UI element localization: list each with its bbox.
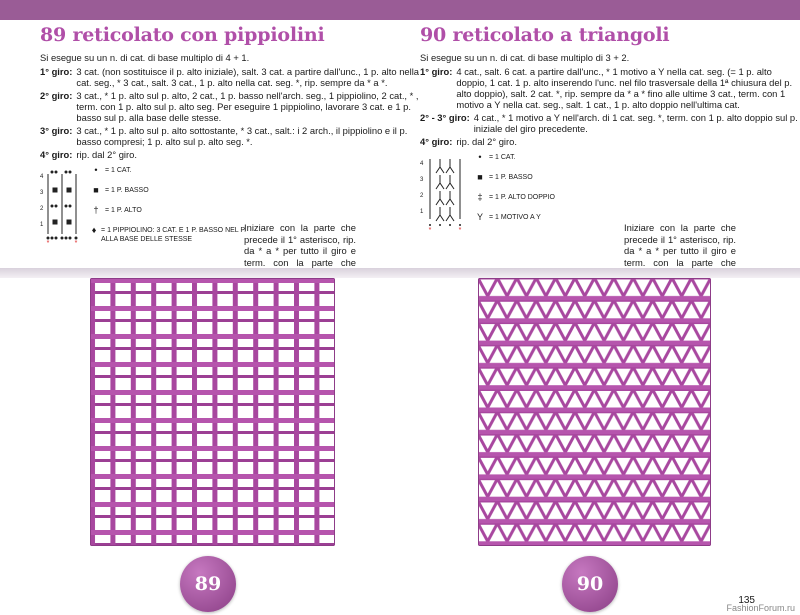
svg-text:4: 4 [420,161,424,167]
top-color-bar [0,0,800,20]
pattern-89-legend-area [40,166,420,248]
pattern-90-title: 90 reticolato a triangoli [420,24,670,46]
pattern-90-swatch-photo [478,278,711,546]
pattern-90-column [420,24,800,235]
treble-crochet-icon: ‡ [477,192,483,202]
chain-icon: • [478,152,482,162]
pattern-90-note: Iniziare con la parte che precede il 1° asterisco, rip. da * a * per tutto il giro e term. con la parte che [624,222,736,268]
single-crochet-icon: ■ [93,185,99,195]
pattern-90-legend [474,153,555,233]
legend-item: † = 1 P. ALTO [90,206,260,215]
legend-item: • = 1 CAT. [474,153,555,162]
pattern-90-stitch-chart [420,153,466,233]
pattern-89-note: Iniziare con la parte che precede il 1° asterisco, rip. da * a * per tutto il giro e term. con la parte che [244,222,356,268]
instruction-row: 4° giro: rip. dal 2° giro. [420,136,517,147]
pattern-90-intro: Si esegue su un n. di cat. di base multiplo di 3 + 2. [420,52,630,63]
watermark: FashionForum.ru [726,603,795,613]
svg-text:2: 2 [40,206,44,212]
instruction-row: 3° giro: 3 cat., * 1 p. alto sul p. alto sottostante, * 3 cat., salt.: i 2 arch., il pippiolino e il p. basso compresi; 1 p. alto sul p. alto seg. *. [40,125,408,147]
legend-item: ‡ = 1 P. ALTO DOPPIO [474,193,555,202]
legend-item: Y = 1 MOTIVO A Y [474,213,555,222]
svg-text:3: 3 [420,177,424,183]
pattern-89-stitch-chart [40,166,82,246]
svg-text:*: * [46,240,50,246]
instruction-row: 2° - 3° giro: 4 cat., * 1 motivo a Y nell'arch. di 1 cat. seg. *, term. con 1 p. alto doppio sul p. iniziale del giro precedente. [420,112,798,134]
instruction-row: 1° giro: 4 cat., salt. 6 cat. a partire dall'unc., * 1 motivo a Y nella cat. seg. (= 1 p. alto doppio, 1 cat. 1 p. alto inserendo l'unc. nel filo trasversale della 1ª chiusura del p. alto doppio), salt. 2 cat. *, rip. sempre da * a * fino alle ultime 3 cat., term. con 1 motivo a Y nella cat. seg., salt. 1 cat., 1 p. alto doppio nell'ultima cat. [420,66,793,110]
page-number: 135 [738,595,755,606]
picot-icon: ♦ [91,225,97,235]
single-crochet-icon: ■ [477,172,483,182]
svg-text:*: * [428,227,432,233]
y-stitch-icon: Y [476,212,483,222]
svg-text:1: 1 [420,209,424,215]
legend-item: ■ = 1 P. BASSO [474,173,555,182]
pattern-89-number-badge: 89 [180,556,236,612]
svg-text:4: 4 [40,174,44,180]
instruction-row: 4° giro: rip. dal 2° giro. [40,149,137,160]
instruction-row: 2° giro: 3 cat., * 1 p. alto sul p. alto, 2 cat., 1 p. basso nell'arch. seg., 1 pippiolino, 2 cat., * , term. con 1 p. alto sul p. alto seg. Per eseguire 1 pippiolino, lavorare 3 cat. e 1 p. basso sul p. alla base delle stesse. [40,90,419,123]
double-crochet-icon: † [93,205,99,215]
svg-text:1: 1 [40,222,44,228]
svg-text:*: * [74,240,78,246]
svg-text:3: 3 [40,190,44,196]
section-divider-band [0,268,800,278]
pattern-89-legend [90,166,260,255]
chain-icon: • [94,165,98,175]
legend-item: ■ = 1 P. BASSO [90,186,260,195]
pattern-89-swatch-photo [90,278,335,546]
instruction-row: 1° giro: 3 cat. (non sostituisce il p. alto iniziale), salt. 3 cat. a partire dall'unc., 1 p. alto nella cat. seg., * 3 cat., salt. 3 cat., 1 p. alto nella cat. seg. *, rip. sempre da * a *. [40,66,419,88]
pattern-89-intro: Si esegue su un n. di cat. di base multiplo di 4 + 1. [40,52,250,63]
legend-item: • = 1 CAT. [90,166,260,175]
svg-text:2: 2 [420,193,424,199]
pattern-90-legend-area [420,153,800,235]
svg-text:*: * [458,227,462,233]
pattern-89-column [40,24,420,248]
pattern-90-number-badge: 90 [562,556,618,612]
legend-item: ♦ = 1 PIPPIOLINO: 3 CAT. E 1 P. BASSO NEL P. ALLA BASE DELLE STESSE [91,225,247,243]
pattern-89-title: 89 reticolato con pippiolini [40,24,325,46]
